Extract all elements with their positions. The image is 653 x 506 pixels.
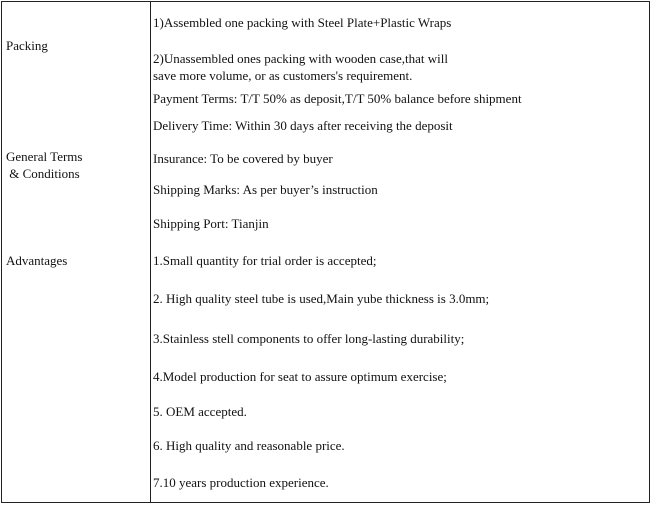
packing-option-1: 1)Assembled one packing with Steel Plate+Plastic Wraps [153, 15, 452, 30]
insurance: Insurance: To be covered by buyer [153, 151, 333, 166]
advantage-item: 4.Model production for seat to assure optimum exercise; [153, 369, 447, 384]
packing-option-2-line2: save more volume, or as customers's requirement. [153, 68, 413, 83]
shipping-marks: Shipping Marks: As per buyer’s instruction [153, 182, 378, 197]
advantage-item: 3.Stainless stell components to offer long-lasting durability; [153, 331, 465, 346]
delivery-time: Delivery Time: Within 30 days after receiving the deposit [153, 118, 453, 133]
shipping-port: Shipping Port: Tianjin [153, 216, 269, 231]
packing-label: Packing [6, 38, 48, 53]
advantage-item: 6. High quality and reasonable price. [153, 438, 345, 453]
advantages-label: Advantages [6, 253, 68, 268]
advantage-item: 2. High quality steel tube is used,Main yube thickness is 3.0mm; [153, 291, 490, 306]
packing-option-2-line1: 2)Unassembled ones packing with wooden case,that will [153, 51, 448, 66]
column-divider [150, 1, 151, 503]
general-terms-label-line2: & Conditions [6, 166, 80, 181]
advantage-item: 1.Small quantity for trial order is accepted; [153, 253, 377, 268]
payment-terms: Payment Terms: T/T 50% as deposit,T/T 50% balance before shipment [153, 91, 522, 106]
general-terms-label-line1: General Terms [6, 149, 83, 164]
advantage-item: 5. OEM accepted. [153, 404, 247, 419]
advantage-item: 7.10 years production experience. [153, 475, 329, 490]
